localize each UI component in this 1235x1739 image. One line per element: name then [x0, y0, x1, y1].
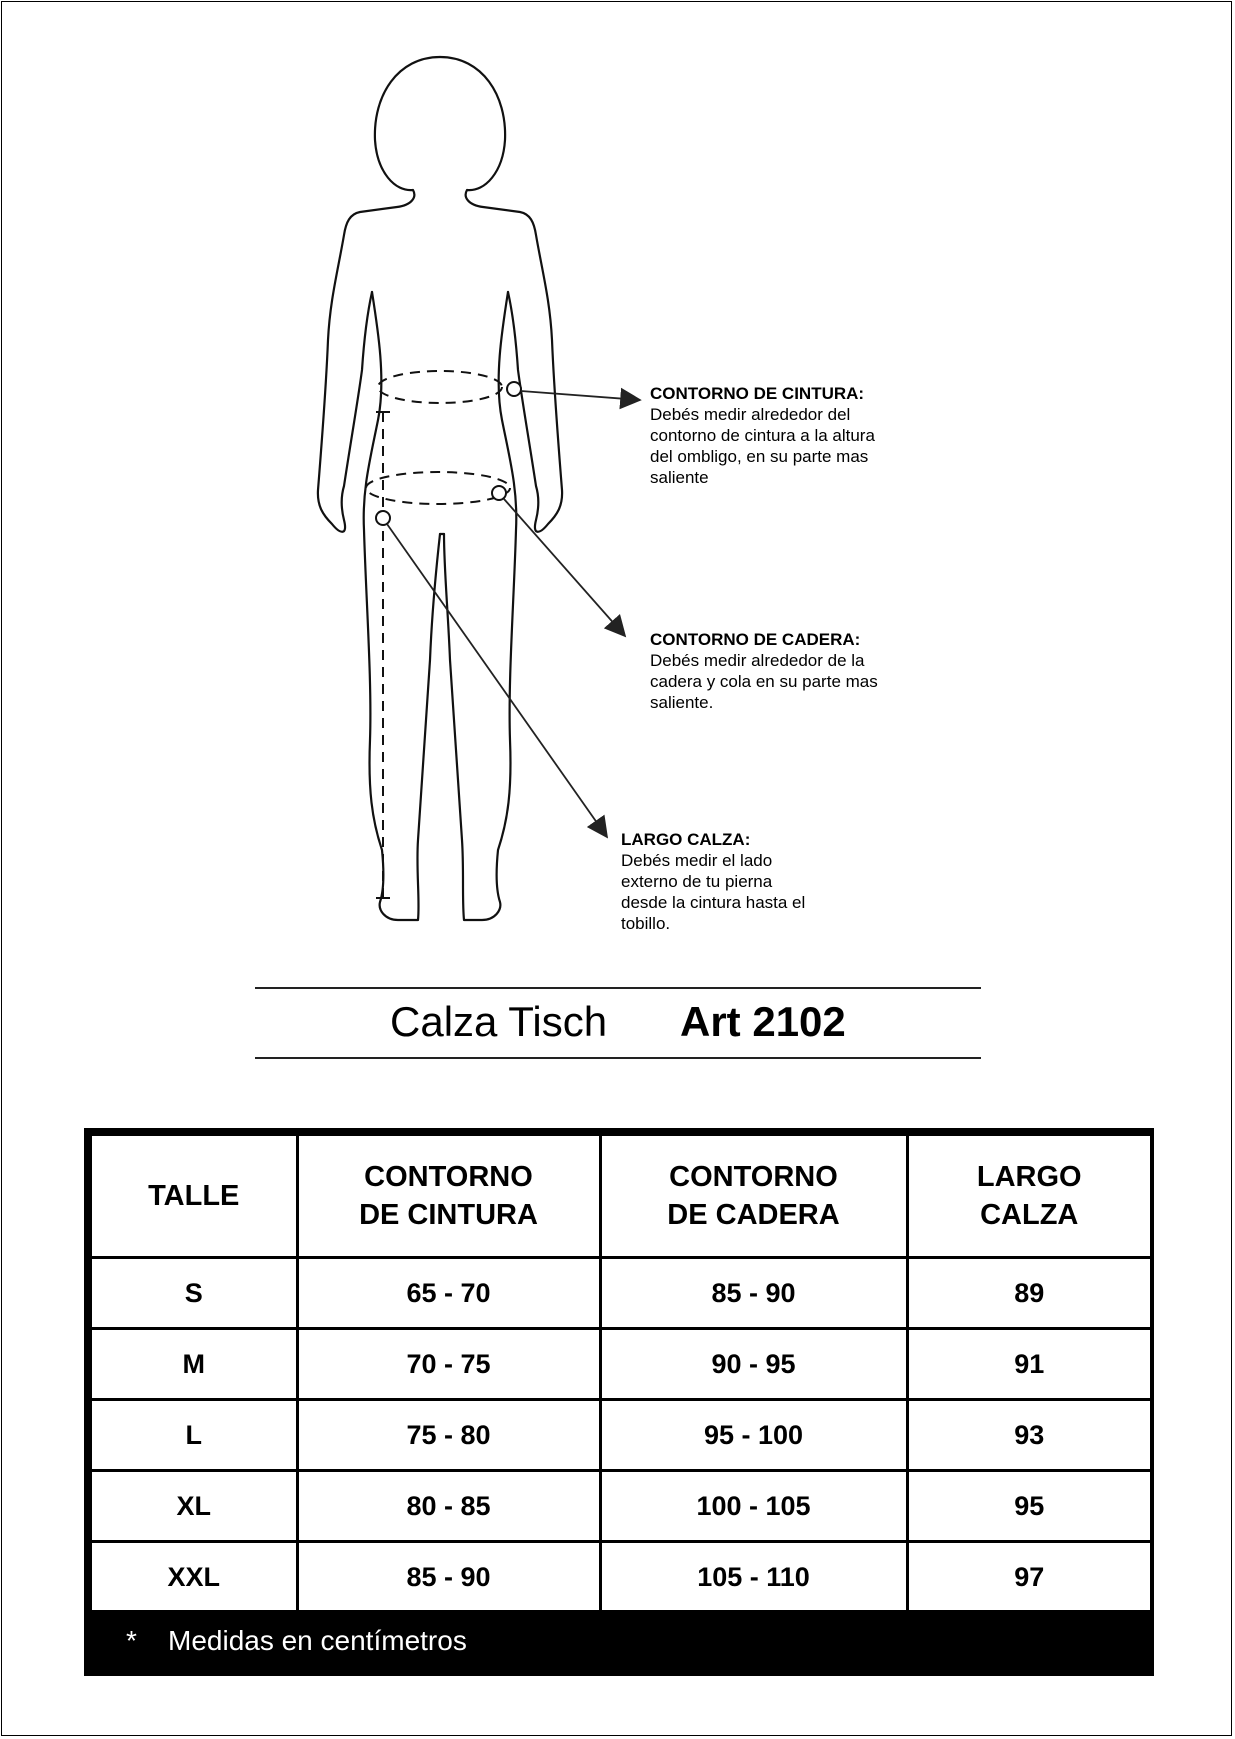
- hip-marker: [492, 486, 506, 500]
- table-row: [92, 1542, 1150, 1613]
- right-torso-leg: [444, 292, 516, 920]
- size-cell: M: [92, 1329, 297, 1400]
- waist-text-line: Debés medir alrededor del: [650, 405, 851, 424]
- length-text-line: externo de tu pierna: [621, 872, 773, 891]
- waist-marker: [507, 382, 521, 396]
- hip-cell: 85 - 90: [600, 1258, 907, 1329]
- length-marker: [376, 511, 390, 525]
- length-cell: 93: [907, 1400, 1150, 1471]
- waist-cell: 80 - 85: [297, 1471, 600, 1542]
- waist-text-line: contorno de cintura a la altura: [650, 426, 875, 445]
- length-text-line: Debés medir el lado: [621, 851, 773, 870]
- arrow-icon: [387, 524, 607, 837]
- arrow-icon: [521, 391, 640, 400]
- title-rule-bottom: [255, 1057, 981, 1059]
- header-label: CONTORNO: [364, 1161, 533, 1193]
- hip-text-line: saliente.: [650, 693, 714, 712]
- hip-text-line: cadera y cola en su parte mas: [650, 672, 878, 691]
- length-annotation: [621, 829, 805, 934]
- waist-annotation: [650, 383, 875, 488]
- header-label: DE CADERA: [667, 1199, 840, 1231]
- table-row: [92, 1400, 1150, 1471]
- length-cell: 97: [907, 1542, 1150, 1613]
- waist-text-line: del ombligo, en su parte mas: [650, 447, 869, 466]
- header-talle: [92, 1136, 297, 1258]
- product-article: Art 2102: [680, 998, 846, 1045]
- size-cell: XXL: [92, 1542, 297, 1613]
- hip-annotation: [650, 629, 878, 713]
- size-table-container: [84, 1128, 1154, 1676]
- waist-cell: 85 - 90: [297, 1542, 600, 1613]
- hip-cell: 100 - 105: [600, 1471, 907, 1542]
- hip-cell: 95 - 100: [600, 1400, 907, 1471]
- header-largo: [907, 1136, 1150, 1258]
- waist-cell: 75 - 80: [297, 1400, 600, 1471]
- hip-heading: CONTORNO DE CADERA:: [650, 630, 861, 649]
- footnote-text: Medidas en centímetros: [168, 1625, 467, 1656]
- title-rule-top: [255, 987, 981, 989]
- arrow-icon: [504, 499, 625, 636]
- hip-measure-loop: [366, 472, 510, 504]
- hip-text-line: Debés medir alrededor de la: [650, 651, 865, 670]
- size-cell: L: [92, 1400, 297, 1471]
- product-name: Calza Tisch: [390, 998, 608, 1045]
- size-cell: S: [92, 1258, 297, 1329]
- header-label: CONTORNO: [669, 1161, 838, 1193]
- length-text-line: desde la cintura hasta el: [621, 893, 806, 912]
- header-label: CALZA: [980, 1199, 1079, 1231]
- table-row: [92, 1329, 1150, 1400]
- hip-cell: 105 - 110: [600, 1542, 907, 1613]
- header-cintura: [297, 1136, 600, 1258]
- header-label: TALLE: [148, 1180, 240, 1212]
- waist-cell: 70 - 75: [297, 1329, 600, 1400]
- header-label: DE CINTURA: [359, 1199, 538, 1231]
- size-cell: XL: [92, 1471, 297, 1542]
- waist-measure-loop: [378, 371, 502, 403]
- hip-cell: 90 - 95: [600, 1329, 907, 1400]
- table-header-row: [92, 1136, 1150, 1258]
- waist-cell: 65 - 70: [297, 1258, 600, 1329]
- waist-heading: CONTORNO DE CINTURA:: [650, 384, 865, 403]
- footnote-marker: *: [126, 1625, 137, 1656]
- length-cell: 91: [907, 1329, 1150, 1400]
- table-row: [92, 1471, 1150, 1542]
- header-label: LARGO: [976, 1161, 1082, 1193]
- length-cell: 89: [907, 1258, 1150, 1329]
- footnote-bar: [88, 1610, 1150, 1672]
- length-heading: LARGO CALZA:: [621, 830, 751, 849]
- left-torso-leg: [364, 292, 440, 920]
- header-cadera: [600, 1136, 907, 1258]
- table-row: [92, 1258, 1150, 1329]
- head-outline-right: [440, 57, 562, 532]
- length-cell: 95: [907, 1471, 1150, 1542]
- length-text-line: tobillo.: [621, 914, 671, 933]
- head-outline: [318, 57, 440, 532]
- size-table: [92, 1136, 1150, 1614]
- waist-text-line: saliente: [650, 468, 709, 487]
